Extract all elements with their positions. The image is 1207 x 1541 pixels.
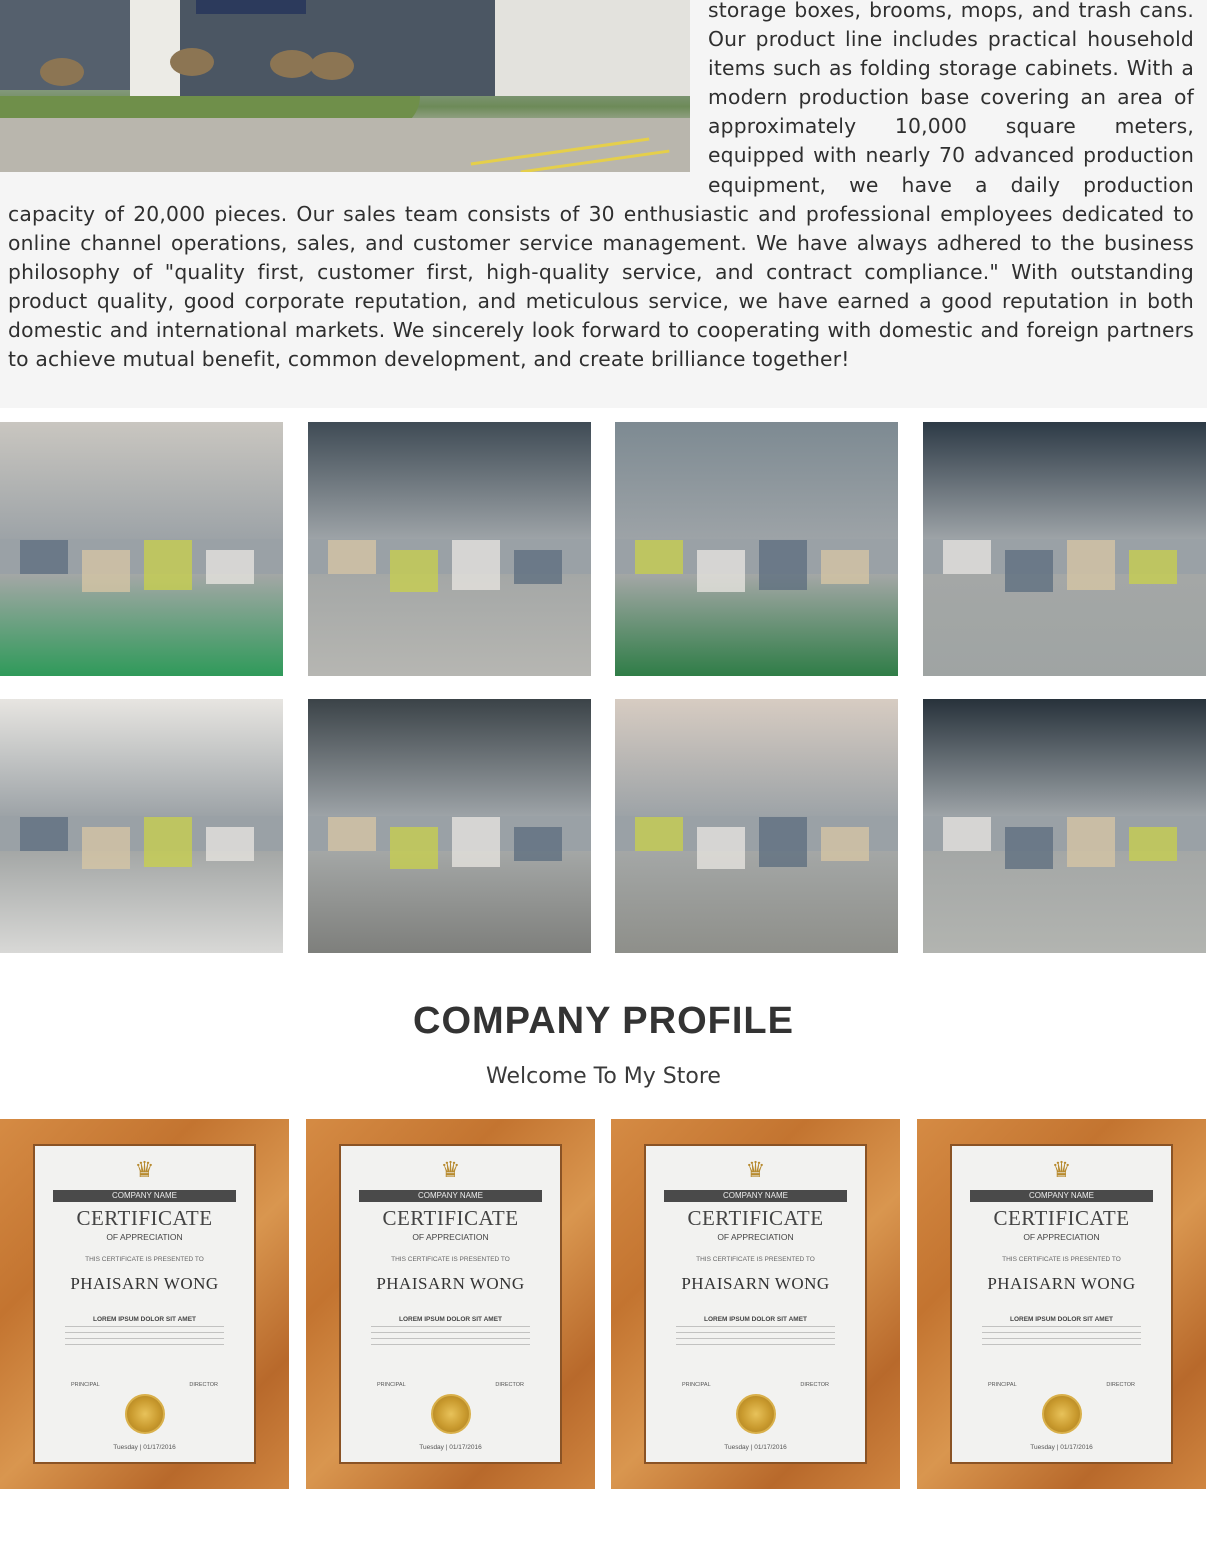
crown-icon: ♛ xyxy=(134,1158,155,1183)
factory-photo-injection-line xyxy=(0,422,283,676)
certificate-paper xyxy=(644,1144,867,1464)
certificate-body-lines xyxy=(982,1326,1141,1348)
certificate-lorem: LOREM IPSUM DOLOR SIT AMET xyxy=(92,1316,197,1323)
gold-seal-icon xyxy=(736,1394,776,1434)
certificate-recipient: PHAISARN WONG xyxy=(376,1274,525,1293)
principal-label: PRINCIPAL xyxy=(988,1382,1017,1388)
factory-photo-storage-cage xyxy=(308,422,591,676)
certificate-date: Tuesday | 01/17/2016 xyxy=(113,1444,176,1451)
factory-photo-silos xyxy=(308,699,591,953)
certificate-heading: CERTIFICATE xyxy=(76,1206,213,1230)
certificate-lorem: LOREM IPSUM DOLOR SIT AMET xyxy=(1009,1316,1114,1323)
certificate-frame xyxy=(917,1119,1206,1489)
certificate-company: COMPANY NAME xyxy=(970,1190,1153,1202)
certificate-frame xyxy=(611,1119,900,1489)
certificate-presented-to: THIS CERTIFICATE IS PRESENTED TO xyxy=(696,1256,815,1263)
crown-icon: ♛ xyxy=(1051,1158,1072,1183)
factory-photo-carton-stock xyxy=(923,699,1206,953)
company-intro-section xyxy=(0,0,1207,408)
certificate-presented-to: THIS CERTIFICATE IS PRESENTED TO xyxy=(85,1256,204,1263)
certificate-subheading: OF APPRECIATION xyxy=(717,1232,794,1242)
certificate-recipient: PHAISARN WONG xyxy=(987,1274,1136,1293)
certificate-subheading: OF APPRECIATION xyxy=(412,1232,489,1242)
crown-icon: ♛ xyxy=(745,1158,766,1183)
certificate-subheading: OF APPRECIATION xyxy=(1023,1232,1100,1242)
principal-label: PRINCIPAL xyxy=(71,1382,100,1388)
factory-photo-warehouse-fence xyxy=(923,422,1206,676)
gold-seal-icon xyxy=(125,1394,165,1434)
certificate-subheading: OF APPRECIATION xyxy=(106,1232,183,1242)
certificate-date: Tuesday | 01/17/2016 xyxy=(724,1444,787,1451)
certificate-heading: CERTIFICATE xyxy=(687,1206,824,1230)
certificate-lorem: LOREM IPSUM DOLOR SIT AMET xyxy=(703,1316,808,1323)
certificate-body-lines xyxy=(65,1326,224,1348)
certificate-frame xyxy=(306,1119,595,1489)
director-label: DIRECTOR xyxy=(800,1382,829,1388)
certificate-paper xyxy=(950,1144,1173,1464)
gold-seal-icon xyxy=(1042,1394,1082,1434)
certificate-frame xyxy=(0,1119,289,1489)
certificate-date: Tuesday | 01/17/2016 xyxy=(1030,1444,1093,1451)
certificate-presented-to: THIS CERTIFICATE IS PRESENTED TO xyxy=(391,1256,510,1263)
certificate-heading: CERTIFICATE xyxy=(382,1206,519,1230)
certificate-lorem: LOREM IPSUM DOLOR SIT AMET xyxy=(398,1316,503,1323)
certificate-paper xyxy=(339,1144,562,1464)
principal-label: PRINCIPAL xyxy=(377,1382,406,1388)
director-label: DIRECTOR xyxy=(1106,1382,1135,1388)
factory-photo-machine-hall xyxy=(615,699,898,953)
company-description: storage boxes, brooms, mops, and trash cans. Our product line includes practical household items such as folding storage cabinets. With a modern production base covering an area of approximately 10,000 square meters, equipped with nearly 70 advanced production equipment, we have a daily production capacity of 20,000 pieces. Our sales team consists of 30 enthusiastic and professional employees dedicated to online channel operations, sales, and customer service management. We have always adhered to the business philosophy of "quality first, customer first, high-quality service, and contract compliance." With outstanding product quality, good corporate reputation, and meticulous service, we have earned a good reputation in both domestic and international markets. We sincerely look forward to cooperating with domestic and foreign partners to achieve mutual benefit, common development, and create brilliance together! xyxy=(8,0,1194,372)
gold-seal-icon xyxy=(431,1394,471,1434)
certificate-heading: CERTIFICATE xyxy=(993,1206,1130,1230)
certificate-paper xyxy=(33,1144,256,1464)
certificate-company: COMPANY NAME xyxy=(359,1190,542,1202)
crown-icon: ♛ xyxy=(440,1158,461,1183)
certificate-body-lines xyxy=(676,1326,835,1348)
factory-photo-showroom-shelves xyxy=(0,699,283,953)
certificate-company: COMPANY NAME xyxy=(53,1190,236,1202)
factory-photo-conveyor xyxy=(615,422,898,676)
certificate-recipient: PHAISARN WONG xyxy=(70,1274,219,1293)
certificate-recipient: PHAISARN WONG xyxy=(681,1274,830,1293)
section-subtitle: Welcome To My Store xyxy=(486,1064,721,1089)
section-title: COMPANY PROFILE xyxy=(413,1000,794,1042)
certificate-body-lines xyxy=(371,1326,530,1348)
director-label: DIRECTOR xyxy=(495,1382,524,1388)
principal-label: PRINCIPAL xyxy=(682,1382,711,1388)
certificate-company: COMPANY NAME xyxy=(664,1190,847,1202)
certificate-presented-to: THIS CERTIFICATE IS PRESENTED TO xyxy=(1002,1256,1121,1263)
certificate-date: Tuesday | 01/17/2016 xyxy=(419,1444,482,1451)
director-label: DIRECTOR xyxy=(189,1382,218,1388)
